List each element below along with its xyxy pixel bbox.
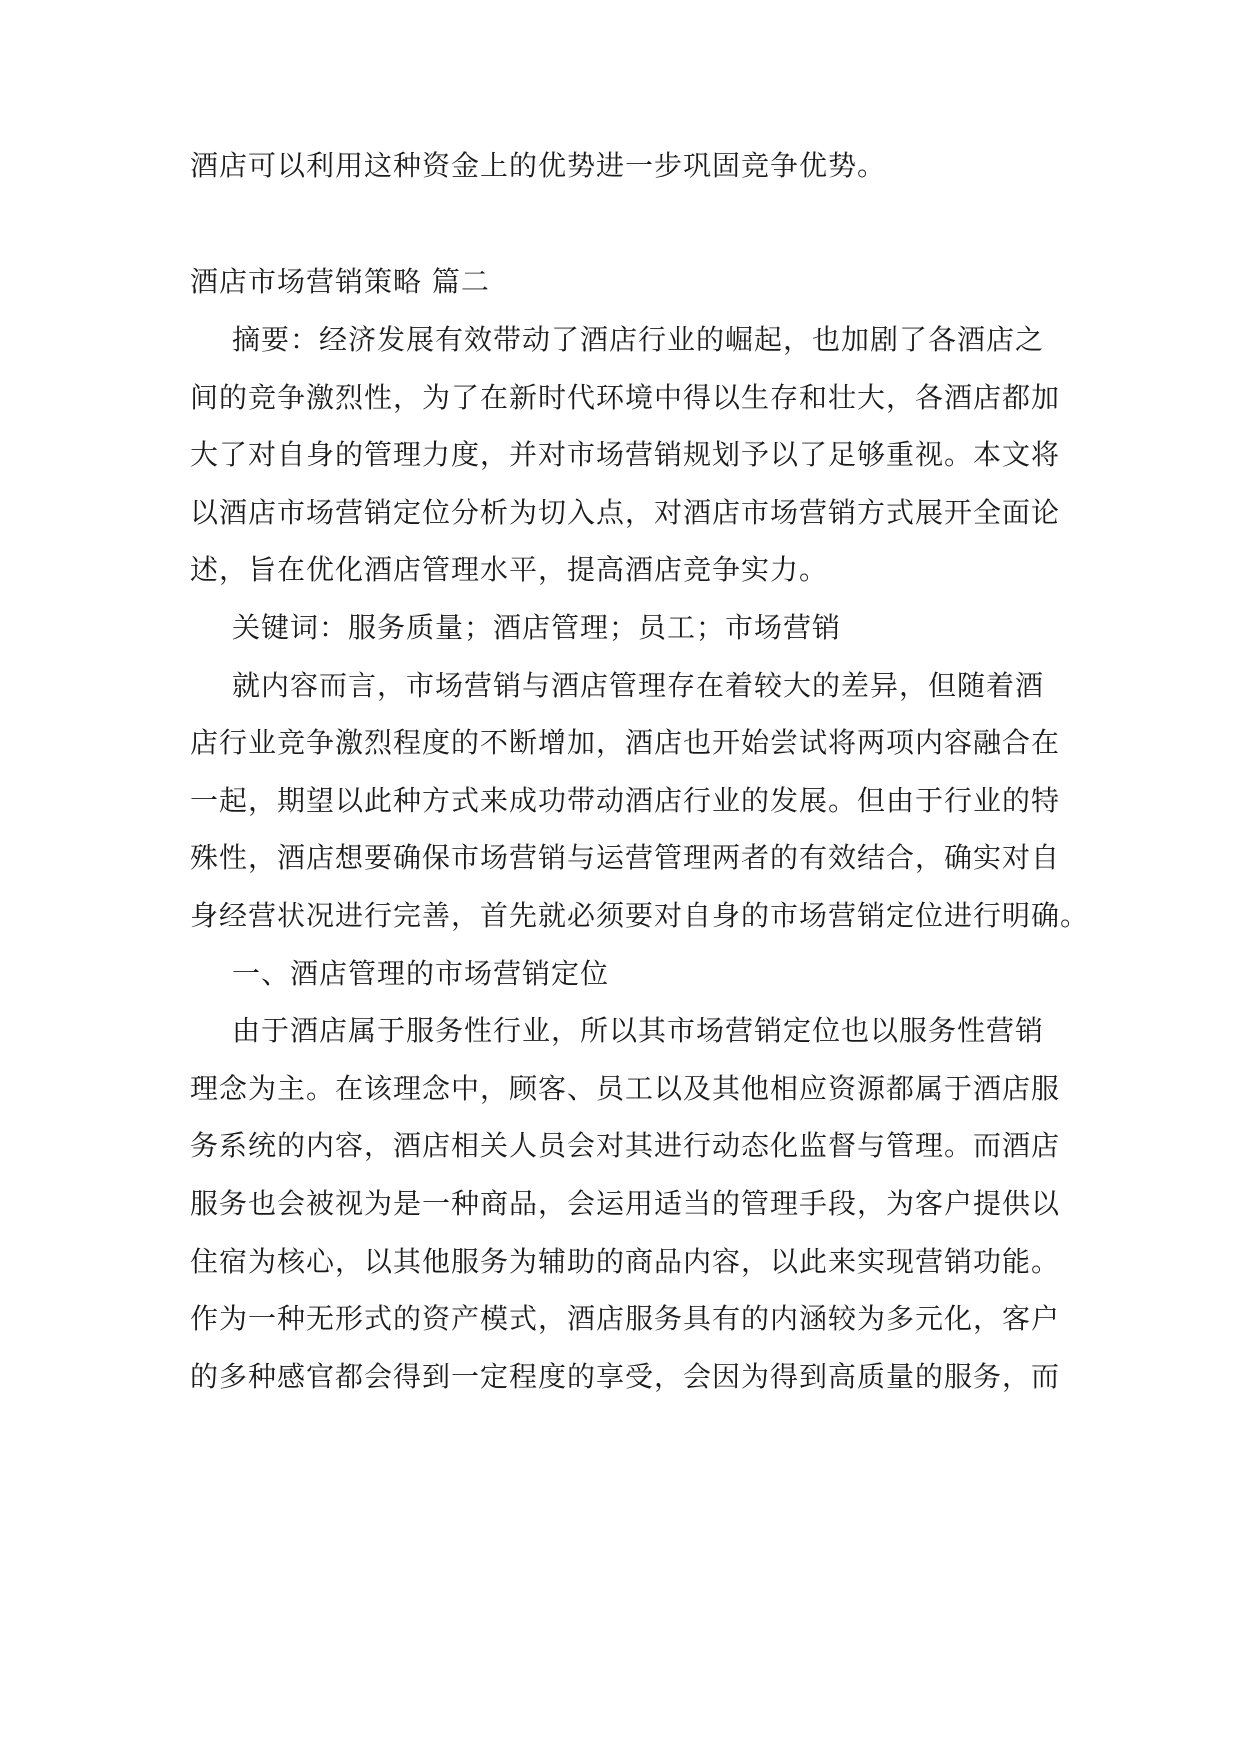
text-line: 服务也会被视为是一种商品，会运用适当的管理手段，为客户提供以 <box>190 1187 1061 1220</box>
text-line: 住宿为核心，以其他服务为辅助的商品内容，以此来实现营销功能。 <box>190 1245 1061 1278</box>
text-line: 理念为主。在该理念中，顾客、员工以及其他相应资源都属于酒店服 <box>190 1072 1061 1105</box>
keywords-line: 关键词：服务质量；酒店管理；员工；市场营销 <box>232 611 842 644</box>
text-line: 的多种感官都会得到一定程度的享受，会因为得到高质量的服务，而 <box>190 1360 1061 1393</box>
text-line: 就内容而言，市场营销与酒店管理存在着较大的差异，但随着酒 <box>232 669 1045 702</box>
text-line: 殊性，酒店想要确保市场营销与运营管理两者的有效结合，确实对自 <box>190 841 1061 874</box>
text-line: 摘要：经济发展有效带动了酒店行业的崛起，也加剧了各酒店之 <box>232 323 1045 356</box>
text-line: 间的竞争激烈性，为了在新时代环境中得以生存和壮大，各酒店都加 <box>190 381 1061 414</box>
text-line: 身经营状况进行完善，首先就必须要对自身的市场营销定位进行明确。 <box>190 899 1090 932</box>
section-heading: 酒店市场营销策略 篇二 <box>190 265 490 298</box>
text-line: 店行业竞争激烈程度的不断增加，酒店也开始尝试将两项内容融合在 <box>190 726 1061 759</box>
text-line: 由于酒店属于服务性行业，所以其市场营销定位也以服务性营销 <box>232 1014 1045 1047</box>
text-line: 以酒店市场营销定位分析为切入点，对酒店市场营销方式展开全面论 <box>190 496 1061 529</box>
text-line: 大了对自身的管理力度，并对市场营销规划予以了足够重视。本文将 <box>190 438 1061 471</box>
text-line: 作为一种无形式的资产模式，酒店服务具有的内涵较为多元化，客户 <box>190 1302 1061 1335</box>
subsection-heading: 一、酒店管理的市场营销定位 <box>232 957 610 990</box>
text-line: 述，旨在优化酒店管理水平，提高酒店竞争实力。 <box>190 553 829 586</box>
text-line: 酒店可以利用这种资金上的优势进一步巩固竞争优势。 <box>190 149 887 182</box>
text-line: 务系统的内容，酒店相关人员会对其进行动态化监督与管理。而酒店 <box>190 1129 1061 1162</box>
text-line: 一起，期望以此种方式来成功带动酒店行业的发展。但由于行业的特 <box>190 784 1061 817</box>
